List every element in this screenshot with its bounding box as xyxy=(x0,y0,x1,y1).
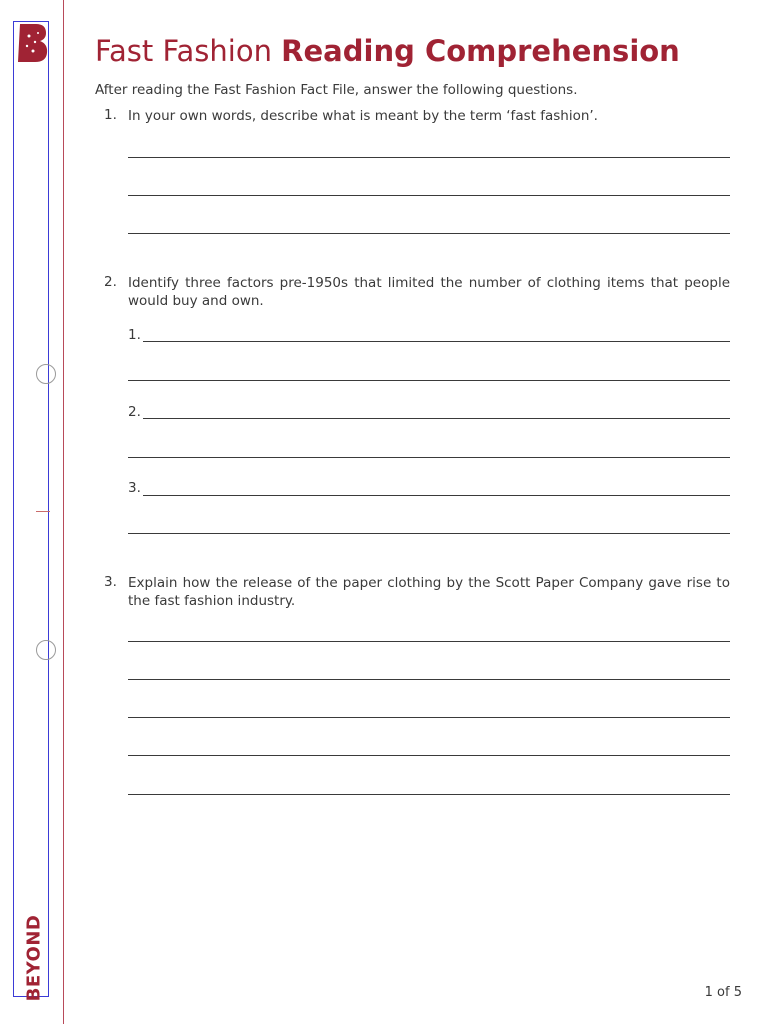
answer-line[interactable] xyxy=(128,755,730,756)
answer-line[interactable] xyxy=(128,195,730,196)
punch-hole-bottom xyxy=(36,640,56,660)
answer-line[interactable] xyxy=(128,457,730,458)
question-text: In your own words, describe what is meant by the term ‘fast fashion’. xyxy=(128,108,598,124)
sub-answer-label: 1. xyxy=(128,327,141,343)
answer-line[interactable] xyxy=(128,380,730,381)
question-number: 1. xyxy=(104,107,117,123)
answer-line[interactable] xyxy=(128,533,730,534)
answer-line[interactable] xyxy=(128,641,730,642)
answer-line[interactable] xyxy=(128,794,730,795)
beyond-b-logo-icon xyxy=(16,22,50,64)
page-number: 1 of 5 xyxy=(704,985,742,1000)
answer-line[interactable] xyxy=(128,717,730,718)
brand-name: BEYOND xyxy=(23,914,45,1002)
instructions: After reading the Fast Fashion Fact File, answer the following questions. xyxy=(95,82,578,98)
answer-line[interactable] xyxy=(143,418,730,419)
title-bold: Reading Comprehension xyxy=(281,34,680,68)
answer-line[interactable] xyxy=(128,233,730,234)
sub-answer-label: 2. xyxy=(128,404,141,420)
answer-line[interactable] xyxy=(143,495,730,496)
page-margin-line xyxy=(63,0,64,1024)
question-text: Identify three factors pre-1950s that limited the number of clothing items that people would buy and own. xyxy=(128,275,730,309)
fold-mark xyxy=(36,511,50,512)
answer-line[interactable] xyxy=(128,679,730,680)
question-text: Explain how the release of the paper clothing by the Scott Paper Company gave rise to the fast fashion industry. xyxy=(128,575,730,609)
sub-answer-label: 3. xyxy=(128,480,141,496)
side-border-box xyxy=(13,21,49,997)
answer-line[interactable] xyxy=(128,157,730,158)
question-number: 3. xyxy=(104,574,117,590)
answer-line[interactable] xyxy=(143,341,730,342)
punch-hole-top xyxy=(36,364,56,384)
title-regular: Fast Fashion xyxy=(95,34,272,68)
page-title xyxy=(95,34,680,68)
question-number: 2. xyxy=(104,274,117,290)
